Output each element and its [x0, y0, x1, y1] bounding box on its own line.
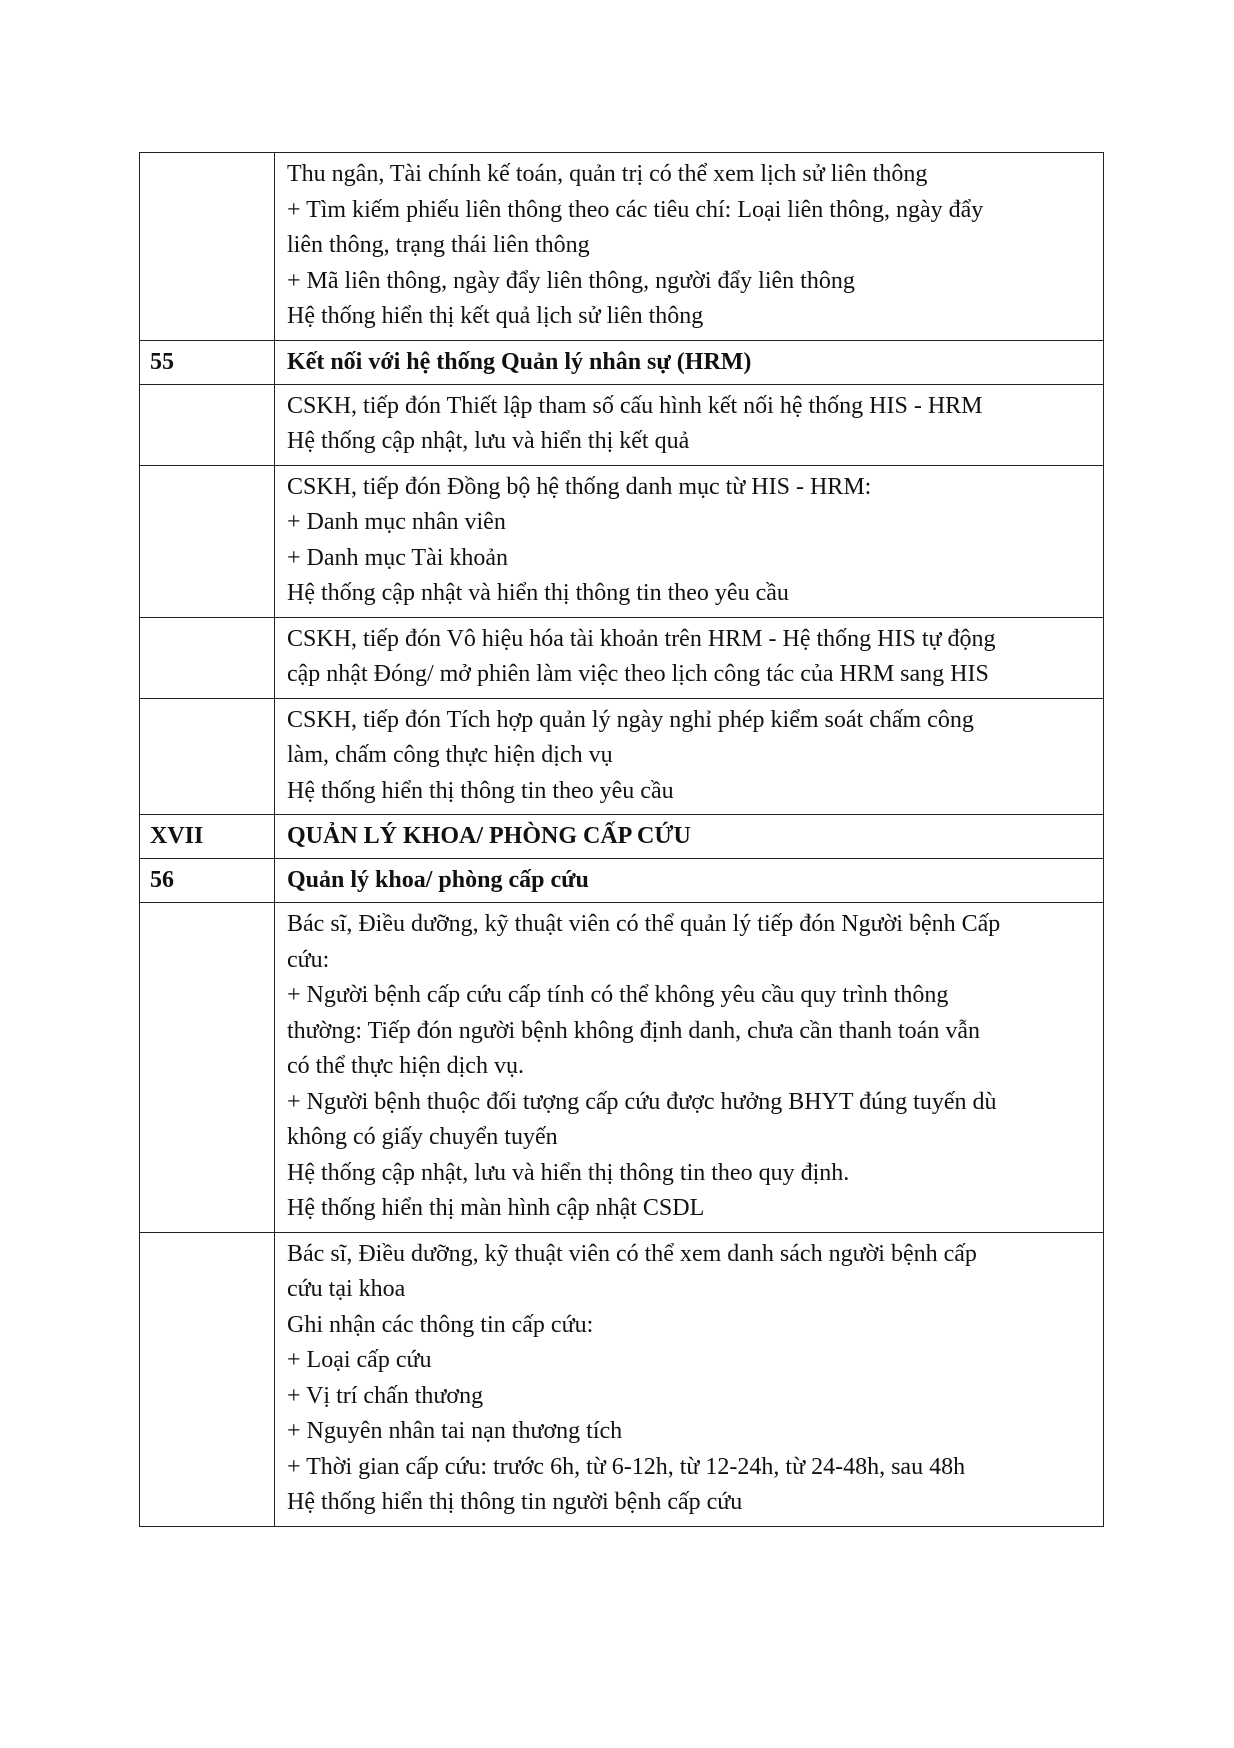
section-title: Kết nối với hệ thống Quản lý nhân sự (HRM) [287, 348, 752, 375]
description-line: CSKH, tiếp đón Tích hợp quản lý ngày nghỉ phép kiểm soát chấm công [287, 706, 974, 733]
description-line: CSKH, tiếp đón Đồng bộ hệ thống danh mục từ HIS - HRM: [287, 473, 872, 500]
section-header-row [140, 859, 1104, 903]
description-line: CSKH, tiếp đón Thiết lập tham số cấu hình kết nối hệ thống HIS - HRM [287, 392, 983, 419]
row-number-cell [140, 153, 275, 341]
description-line: CSKH, tiếp đón Vô hiệu hóa tài khoản trên HRM - Hệ thống HIS tự động [287, 625, 996, 652]
description-line: Hệ thống hiển thị thông tin theo yêu cầu [287, 777, 674, 804]
description-line: làm, chấm công thực hiện dịch vụ [287, 742, 613, 768]
table-row [140, 1232, 1104, 1526]
row-number: 55 [150, 348, 174, 375]
description-cell [275, 465, 1104, 617]
table-row [140, 384, 1104, 465]
table-row [140, 617, 1104, 698]
description-line: + Người bệnh cấp cứu cấp tính có thể không yêu cầu quy trình thông [287, 982, 949, 1008]
section-title-cell [275, 340, 1104, 384]
description-line: + Người bệnh thuộc đối tượng cấp cứu được hưởng BHYT đúng tuyến dù [287, 1088, 997, 1115]
description-line: Ghi nhận các thông tin cấp cứu: [287, 1311, 594, 1338]
row-number-cell [140, 903, 275, 1233]
row-number-cell [140, 859, 275, 903]
section-header-row [140, 340, 1104, 384]
description-line: + Thời gian cấp cứu: trước 6h, từ 6-12h, từ 12-24h, từ 24-48h, sau 48h [287, 1453, 966, 1480]
row-number-cell [140, 698, 275, 815]
row-number-cell [140, 1232, 275, 1526]
description-line: cập nhật Đóng/ mở phiên làm việc theo lịch công tác của HRM sang HIS [287, 661, 989, 687]
description-line: + Danh mục nhân viên [287, 509, 506, 535]
description-cell [275, 698, 1104, 815]
row-number: 56 [150, 867, 174, 893]
description-line: + Mã liên thông, ngày đẩy liên thông, người đẩy liên thông [287, 267, 855, 294]
description-line: Hệ thống cập nhật, lưu và hiển thị kết quả [287, 428, 690, 454]
description-cell [275, 1232, 1104, 1526]
table-row [140, 465, 1104, 617]
description-cell [275, 384, 1104, 465]
description-line: + Vị trí chấn thương [287, 1382, 484, 1409]
description-line: thường: Tiếp đón người bệnh không định danh, chưa cần thanh toán vẫn [287, 1017, 980, 1044]
section-title-cell [275, 859, 1104, 903]
section-title-cell [275, 815, 1104, 859]
description-line: Hệ thống cập nhật, lưu và hiển thị thông tin theo quy định. [287, 1159, 850, 1186]
table-row [140, 903, 1104, 1233]
row-number-cell [140, 617, 275, 698]
description-line: Hệ thống hiển thị thông tin người bệnh cấp cứu [287, 1489, 743, 1515]
section-title: Quản lý khoa/ phòng cấp cứu [287, 867, 589, 893]
description-line: không có giấy chuyển tuyến [287, 1124, 558, 1150]
table-row [140, 698, 1104, 815]
row-number-cell [140, 465, 275, 617]
description-line: + Nguyên nhân tai nạn thương tích [287, 1418, 623, 1444]
section-header-row [140, 815, 1104, 859]
description-line: Bác sĩ, Điều dưỡng, kỹ thuật viên có thể xem danh sách người bệnh cấp [287, 1240, 977, 1267]
description-line: + Loại cấp cứu [287, 1347, 432, 1373]
row-number-cell [140, 384, 275, 465]
description-cell [275, 617, 1104, 698]
row-number: XVII [150, 823, 204, 849]
description-cell [275, 153, 1104, 341]
description-cell [275, 903, 1104, 1233]
description-line: + Danh mục Tài khoản [287, 544, 509, 571]
description-line: có thể thực hiện dịch vụ. [287, 1053, 524, 1079]
description-line: liên thông, trạng thái liên thông [287, 232, 590, 258]
requirements-table [139, 152, 1104, 1527]
description-line: + Tìm kiếm phiếu liên thông theo các tiêu chí: Loại liên thông, ngày đẩy [287, 196, 984, 223]
description-line: cứu tại khoa [287, 1276, 406, 1302]
description-line: Hệ thống cập nhật và hiển thị thông tin theo yêu cầu [287, 580, 789, 606]
description-line: Thu ngân, Tài chính kế toán, quản trị có thể xem lịch sử liên thông [287, 161, 928, 187]
description-line: cứu: [287, 946, 330, 973]
section-title: QUẢN LÝ KHOA/ PHÒNG CẤP CỨU [287, 823, 691, 849]
table-body [140, 153, 1104, 1527]
description-line: Hệ thống hiển thị kết quả lịch sử liên thông [287, 303, 704, 329]
description-line: Hệ thống hiển thị màn hình cập nhật CSDL [287, 1195, 705, 1221]
row-number-cell [140, 815, 275, 859]
row-number-cell [140, 340, 275, 384]
table-row [140, 153, 1104, 341]
description-line: Bác sĩ, Điều dưỡng, kỹ thuật viên có thể quản lý tiếp đón Người bệnh Cấp [287, 911, 1001, 937]
